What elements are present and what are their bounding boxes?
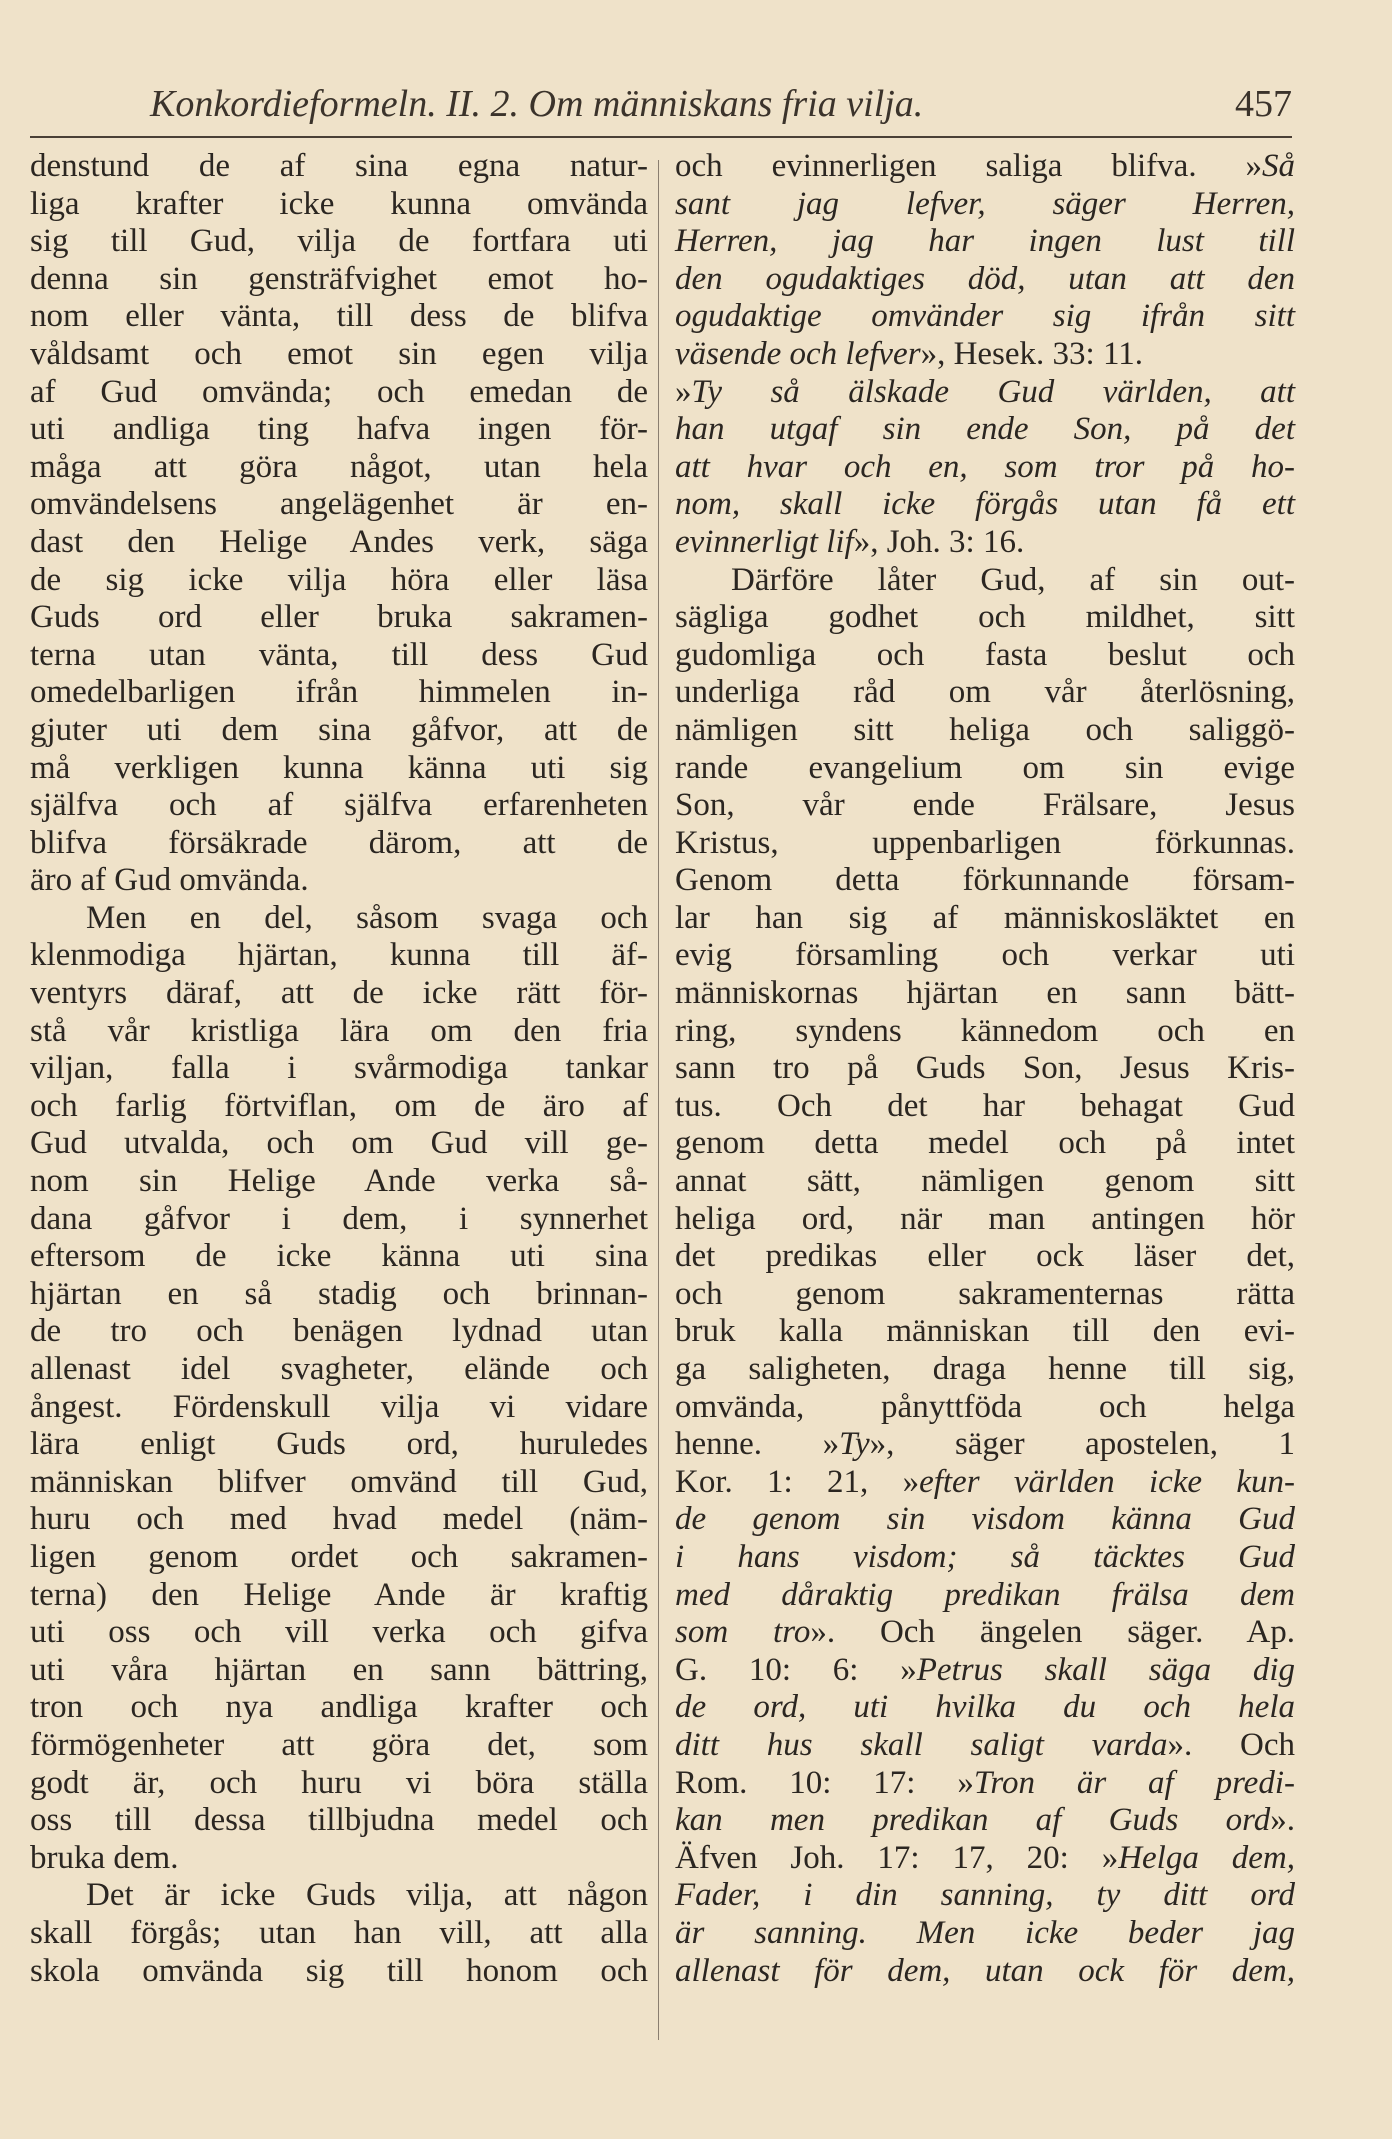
- italic-text-segment: Petrus skall säga dig: [916, 1651, 1296, 1688]
- text-segment: », Hesek. 33: 11.: [920, 335, 1143, 372]
- text-segment: lar han sig af människosläktet en: [675, 899, 1295, 936]
- text-line: denstund de af sina egna natur-: [30, 148, 648, 184]
- text-segment: genom detta medel och på intet: [675, 1125, 1295, 1162]
- right-column: [675, 148, 1295, 1990]
- text-line: [675, 524, 1295, 562]
- text-line: dana gåfvor i dem, i synnerhet: [30, 1200, 648, 1237]
- text-segment: », säger apostelen, 1: [869, 1426, 1296, 1463]
- text-segment: sägliga godhet och mildhet, sitt: [675, 599, 1295, 636]
- text-segment: rande evangelium om sin evige: [675, 749, 1295, 786]
- italic-text-segment: Så: [1262, 148, 1295, 184]
- text-line: uti oss och vill verka och gifva: [30, 1614, 648, 1651]
- text-line: [675, 712, 1295, 750]
- text-segment: annat sätt, nämligen genom sitt: [675, 1163, 1295, 1200]
- text-line: uti andliga ting hafva ingen för-: [30, 411, 648, 448]
- text-line: äro af Gud omvända.: [30, 862, 309, 899]
- text-line: [675, 1276, 1295, 1314]
- text-line: [675, 486, 1295, 524]
- text-line: [675, 1351, 1295, 1389]
- text-line: [675, 1163, 1295, 1201]
- text-segment: och evinnerligen saliga blifva. »: [675, 148, 1262, 184]
- text-line: Gud utvalda, och om Gud vill ge-: [30, 1125, 648, 1162]
- text-segment: Därföre låter Gud, af sin out-: [731, 561, 1295, 598]
- text-line: [675, 637, 1295, 675]
- page-header: [150, 82, 1292, 134]
- text-segment: Kristus, uppenbarligen förkunnas.: [675, 824, 1295, 861]
- text-line: dast den Helige Andes verk, säga: [30, 523, 648, 560]
- text-segment: bruk kalla människan till den evi-: [675, 1313, 1295, 1350]
- text-line: [675, 787, 1295, 825]
- page-number: 457: [1235, 83, 1292, 125]
- header-rule: [30, 136, 1292, 138]
- text-segment: evig församling och verkar uti: [675, 937, 1295, 974]
- text-line: [675, 1840, 1295, 1878]
- text-line: de tro och benägen lydnad utan: [30, 1313, 648, 1350]
- text-segment: människornas hjärtan en sann bätt-: [675, 975, 1295, 1012]
- italic-text-segment: väsende och lefver: [675, 335, 921, 372]
- italic-text-segment: sant jag lefver, säger Herren,: [675, 185, 1295, 222]
- text-segment: »: [675, 373, 692, 410]
- text-segment: ring, syndens kännedom och en: [675, 1012, 1295, 1049]
- text-line: klenmodiga hjärtan, kunna till äf-: [30, 937, 648, 974]
- text-line: [675, 1426, 1295, 1464]
- text-segment: underliga råd om vår återlösning,: [675, 674, 1295, 711]
- text-line: och farlig förtviflan, om de äro af: [30, 1087, 648, 1124]
- text-line: [675, 900, 1295, 938]
- text-segment: Äfven Joh. 17: 17, 20: »: [675, 1839, 1119, 1876]
- italic-text-segment: de genom sin visdom känna Gud: [675, 1501, 1295, 1538]
- text-line: huru och med hvad medel (näm-: [30, 1501, 648, 1538]
- text-line: [675, 336, 1295, 374]
- text-line: stå vår kristliga lära om den fria: [30, 1012, 648, 1049]
- text-line: människan blifver omvänd till Gud,: [30, 1463, 648, 1500]
- text-line: [675, 674, 1295, 712]
- text-segment: », Joh. 3: 16.: [853, 523, 1025, 560]
- text-line: hjärtan en så stadig och brinnan-: [30, 1275, 648, 1312]
- text-line: själfva och af själfva erfarenheten: [30, 787, 648, 824]
- text-line: terna) den Helige Ande är kraftig: [30, 1576, 648, 1613]
- text-segment: ». Och: [1167, 1726, 1295, 1763]
- text-line: liga krafter icke kunna omvända: [30, 185, 648, 222]
- italic-text-segment: allenast för dem, utan ock för dem,: [675, 1952, 1295, 1989]
- text-line: [675, 1201, 1295, 1239]
- text-line: oss till dessa tillbjudna medel och: [30, 1802, 648, 1839]
- text-segment: det predikas eller ock läser det,: [675, 1238, 1295, 1275]
- text-line: [675, 449, 1295, 487]
- running-head: Konkordieformeln. II. 2. Om människans fria vilja.: [150, 83, 924, 125]
- text-line: [675, 148, 1295, 186]
- text-line: [675, 1464, 1295, 1502]
- italic-text-segment: Herren, jag har ingen lust till: [675, 223, 1295, 260]
- text-line: [675, 1765, 1295, 1803]
- text-line: blifva försäkrade därom, att de: [30, 824, 648, 861]
- text-line: [675, 1727, 1295, 1765]
- italic-text-segment: den ogudaktiges död, utan att den: [675, 260, 1295, 297]
- left-column: [30, 148, 648, 1990]
- text-line: skall förgås; utan han vill, att alla: [30, 1914, 648, 1951]
- text-line: [675, 599, 1295, 637]
- text-line: ligen genom ordet och sakramen-: [30, 1538, 648, 1575]
- italic-text-segment: nom, skall icke förgås utan få ett: [675, 486, 1295, 523]
- text-segment: Kor. 1: 21, »: [675, 1463, 920, 1500]
- text-line: skola omvända sig till honom och: [30, 1952, 648, 1989]
- text-line: [675, 825, 1295, 863]
- italic-text-segment: evinnerligt lif: [675, 523, 854, 560]
- text-line: våldsamt och emot sin egen vilja: [30, 335, 648, 372]
- text-line: [675, 1501, 1295, 1539]
- text-line: gjuter uti dem sina gåfvor, att de: [30, 711, 648, 748]
- text-line: omedelbarligen ifrån himmelen in-: [30, 674, 648, 711]
- text-segment: G. 10: 6: »: [675, 1651, 917, 1688]
- text-line: [675, 1313, 1295, 1351]
- text-segment: Son, vår ende Frälsare, Jesus: [675, 787, 1295, 824]
- text-line: [675, 1088, 1295, 1126]
- italic-text-segment: ditt hus skall saligt varda: [675, 1726, 1168, 1763]
- text-line: må verkligen kunna känna uti sig: [30, 749, 648, 786]
- text-line: [675, 1652, 1295, 1690]
- italic-text-segment: han utgaf sin ende Son, på det: [675, 411, 1295, 448]
- text-line: [675, 1877, 1295, 1915]
- text-line: [675, 862, 1295, 900]
- text-line: nom eller vänta, till dess de blifva: [30, 298, 648, 335]
- text-line: godt är, och huru vi böra ställa: [30, 1764, 648, 1801]
- text-segment: ».: [1270, 1802, 1295, 1839]
- text-segment: Genom detta förkunnande försam-: [675, 862, 1295, 899]
- text-segment: och genom sakramenternas rätta: [675, 1275, 1295, 1312]
- text-line: [675, 1915, 1295, 1953]
- italic-text-segment: efter världen icke kun-: [919, 1463, 1296, 1500]
- text-line: förmögenheter att göra det, som: [30, 1726, 648, 1763]
- italic-text-segment: kan men predikan af Guds ord: [675, 1802, 1271, 1839]
- text-line: [675, 1577, 1295, 1615]
- text-line: [675, 298, 1295, 336]
- text-segment: omvända, pånyttföda och helga: [675, 1388, 1295, 1425]
- text-line: [675, 261, 1295, 299]
- text-segment: heliga ord, när man antingen hör: [675, 1200, 1295, 1237]
- text-line: [675, 975, 1295, 1013]
- text-line: Men en del, såsom svaga och: [86, 899, 648, 936]
- text-line: [675, 186, 1295, 224]
- text-line: [675, 411, 1295, 449]
- text-line: ångest. Fördenskull vilja vi vidare: [30, 1388, 648, 1425]
- text-line: [675, 1689, 1295, 1727]
- italic-text-segment: Ty så älskade Gud världen, att: [691, 373, 1295, 410]
- text-line: [675, 750, 1295, 788]
- text-line: [675, 1802, 1295, 1840]
- italic-text-segment: Tron är af predi-: [973, 1764, 1295, 1801]
- text-segment: Rom. 10: 17: »: [675, 1764, 974, 1801]
- text-line: de sig icke vilja höra eller läsa: [30, 561, 648, 598]
- text-line: [675, 223, 1295, 261]
- text-segment: nämligen sitt heliga och saliggö-: [675, 711, 1295, 748]
- italic-text-segment: med dåraktig predikan frälsa dem: [675, 1576, 1295, 1613]
- italic-text-segment: som tro: [675, 1614, 811, 1651]
- text-line: [675, 374, 1295, 412]
- text-line: uti våra hjärtan en sann bättring,: [30, 1651, 648, 1688]
- text-line: [675, 1539, 1295, 1577]
- text-segment: gudomliga och fasta beslut och: [675, 636, 1295, 673]
- text-line: eftersom de icke känna uti sina: [30, 1238, 648, 1275]
- text-line: lära enligt Guds ord, huruledes: [30, 1426, 648, 1463]
- text-line: [675, 562, 1295, 600]
- italic-text-segment: Ty: [839, 1426, 870, 1463]
- text-line: [675, 1389, 1295, 1427]
- text-line: allenast idel svagheter, elände och: [30, 1351, 648, 1387]
- text-line: tron och nya andliga krafter och: [30, 1689, 648, 1726]
- italic-text-segment: i hans visdom; så täcktes Gud: [675, 1538, 1295, 1575]
- italic-text-segment: de ord, uti hvilka du och hela: [675, 1689, 1295, 1726]
- text-line: sig till Gud, vilja de fortfara uti: [30, 223, 648, 260]
- text-line: Guds ord eller bruka sakramen-: [30, 599, 648, 636]
- text-segment: ga saligheten, draga henne till sig,: [675, 1351, 1295, 1387]
- text-line: omvändelsens angelägenhet är en-: [30, 486, 648, 523]
- text-segment: sann tro på Guds Son, Jesus Kris-: [675, 1050, 1295, 1087]
- italic-text-segment: är sanning. Men icke beder jag: [675, 1914, 1295, 1951]
- text-line: af Gud omvända; och emedan de: [30, 373, 648, 410]
- text-line: [675, 1013, 1295, 1051]
- text-line: terna utan vänta, till dess Gud: [30, 636, 648, 673]
- text-line: [675, 1050, 1295, 1088]
- text-line: måga att göra något, utan hela: [30, 448, 648, 485]
- text-line: denna sin gensträfvighet emot ho-: [30, 260, 648, 297]
- text-line: bruka dem.: [30, 1839, 179, 1876]
- text-segment: ». Och ängelen säger. Ap.: [810, 1614, 1295, 1651]
- text-segment: tus. Och det har behagat Gud: [675, 1087, 1295, 1124]
- text-line: [675, 1953, 1295, 1991]
- text-line: [675, 937, 1295, 975]
- text-segment: henne. »: [675, 1426, 840, 1463]
- text-line: viljan, falla i svårmodiga tankar: [30, 1050, 648, 1087]
- italic-text-segment: Helga dem,: [1118, 1839, 1295, 1876]
- text-line: ventyrs däraf, att de icke rätt för-: [30, 975, 648, 1012]
- text-line: [675, 1614, 1295, 1652]
- column-divider: [658, 160, 659, 2040]
- text-line: nom sin Helige Ande verka så-: [30, 1163, 648, 1200]
- italic-text-segment: Fader, i din sanning, ty ditt ord: [675, 1877, 1295, 1914]
- italic-text-segment: att hvar och en, som tror på ho-: [675, 448, 1295, 485]
- text-line: Det är icke Guds vilja, att någon: [86, 1877, 648, 1914]
- italic-text-segment: ogudaktige omvänder sig ifrån sitt: [675, 298, 1295, 335]
- text-line: [675, 1125, 1295, 1163]
- text-line: [675, 1238, 1295, 1276]
